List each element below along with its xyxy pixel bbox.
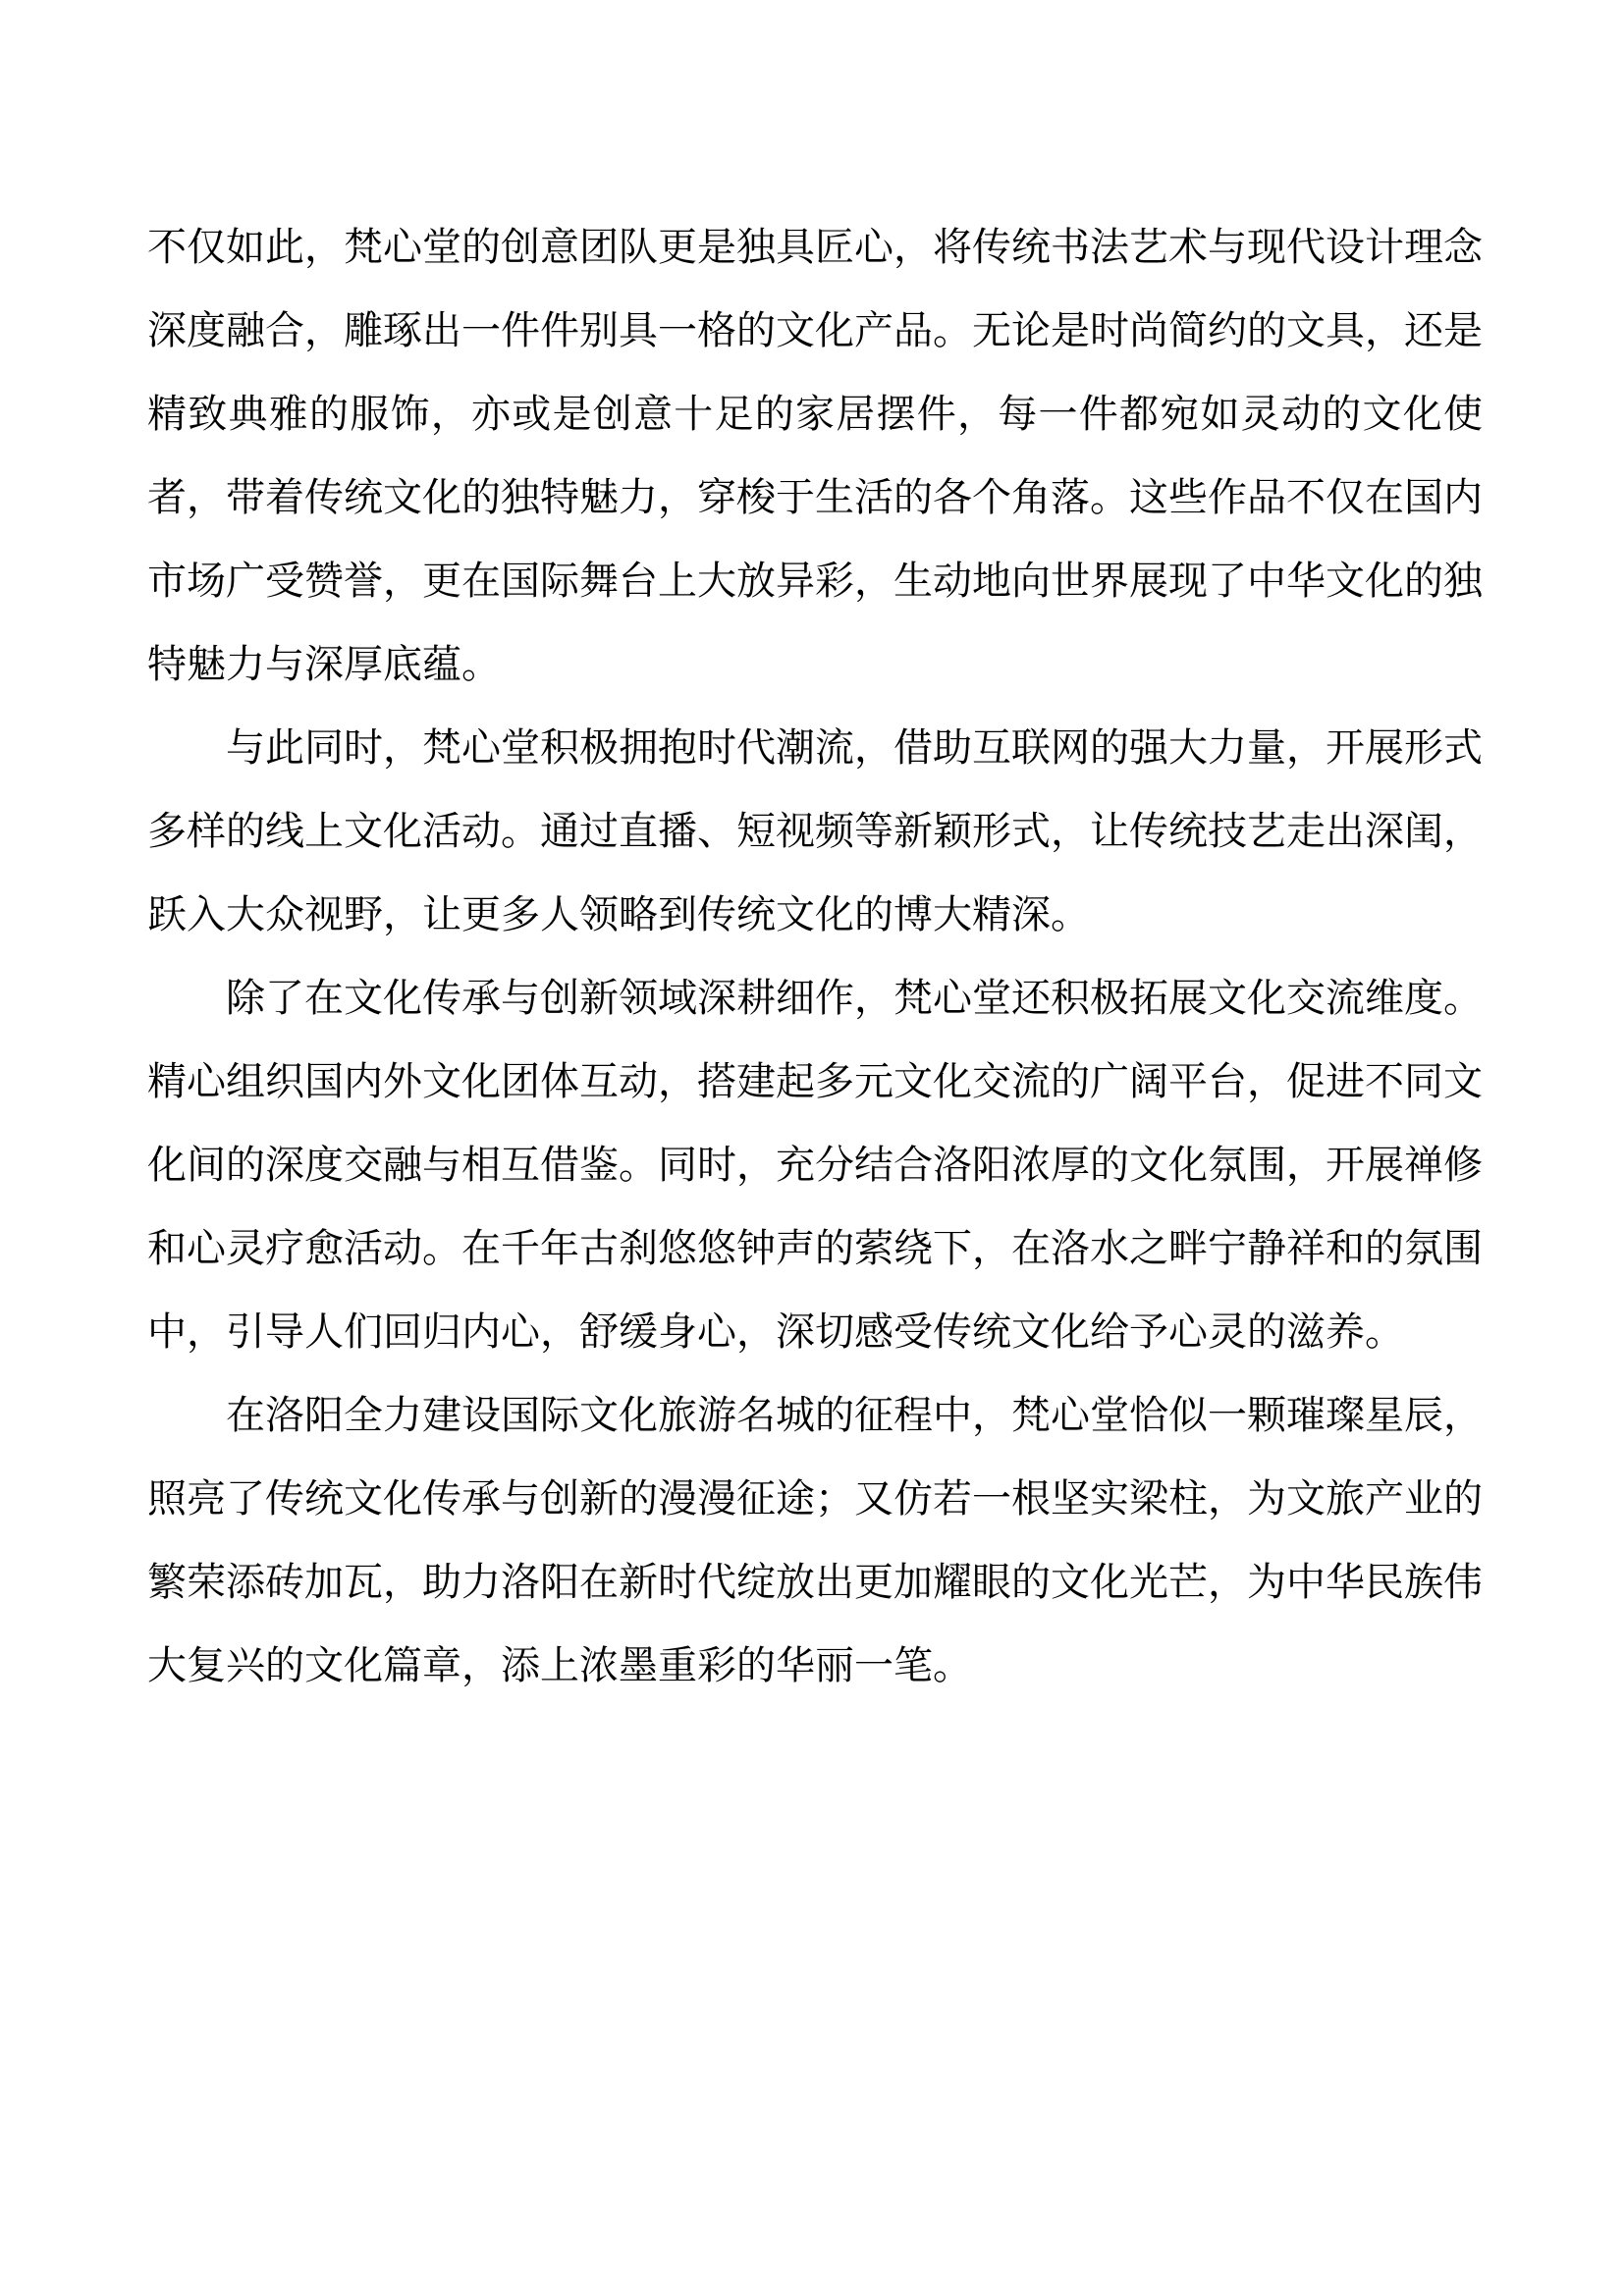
paragraph: 在洛阳全力建设国际文化旅游名城的征程中，梵心堂恰似一颗璀璨星辰，照亮了传统文化传承与创新的漫漫征途；又仿若一根坚实梁柱，为文旅产业的繁荣添砖加瓦，助力洛阳在新时代绽放出更加耀眼的文化光芒，为中华民族伟大复兴的文化篇章，添上浓墨重彩的华丽一笔。 xyxy=(147,1393,1483,1688)
paragraph: 除了在文化传承与创新领域深耕细作，梵心堂还积极拓展文化交流维度。精心组织国内外文化团体互动，搭建起多元文化交流的广阔平台，促进不同文化间的深度交融与相互借鉴。同时，充分结合洛阳浓厚的文化氛围，开展禅修和心灵疗愈活动。在千年古刹悠悠钟声的萦绕下，在洛水之畔宁静祥和的氛围中，引导人们回归内心，舒缓身心，深切感受传统文化给予心灵的滋养。 xyxy=(147,976,1483,1355)
document-body xyxy=(147,206,1483,1708)
paragraph: 与此同时，梵心堂积极拥抱时代潮流，借助互联网的强大力量，开展形式多样的线上文化活动。通过直播、短视频等新颖形式，让传统技艺走出深闺，跃入大众视野，让更多人领略到传统文化的博大精深。 xyxy=(147,725,1483,937)
paragraph-continued: 不仅如此，梵心堂的创意团队更是独具匠心，将传统书法艺术与现代设计理念深度融合，雕琢出一件件别具一格的文化产品。无论是时尚简约的文具，还是精致典雅的服饰，亦或是创意十足的家居摆件，每一件都宛如灵动的文化使者，带着传统文化的独特魅力，穿梭于生活的各个角落。这些作品不仅在国内市场广受赞誉，更在国际舞台上大放异彩，生动地向世界展现了中华文化的独特魅力与深厚底蕴。 xyxy=(147,225,1483,687)
